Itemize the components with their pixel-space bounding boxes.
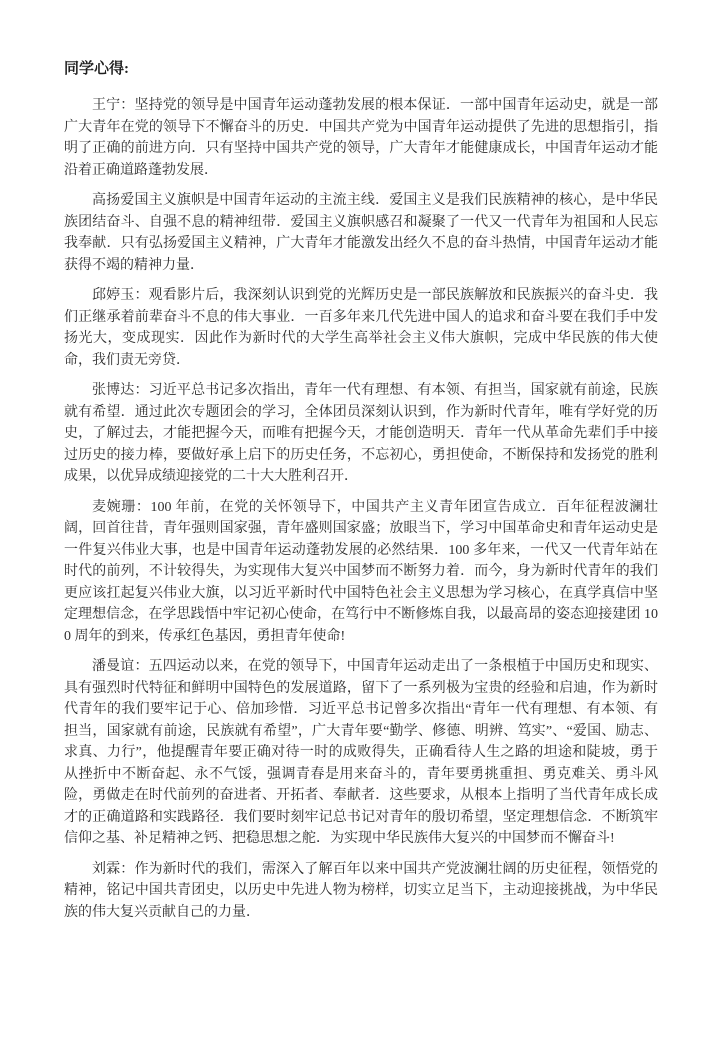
paragraph-liulin: 刘霖：作为新时代的我们，需深入了解百年以来中国共产党波澜壮阔的历史征程，领悟党的精神，铭记中国共青团史，以历史中先进人物为榜样，切实立足当下，主动迎接挑战，为中华民族的伟大复兴贡献自己的力量． bbox=[64, 861, 658, 920]
document-title: 同学心得: bbox=[64, 61, 129, 77]
paragraph-qiutingyu: 邱婷玉：观看影片后，我深刻认识到党的光辉历史是一部民族解放和民族振兴的奋斗史．我们正继承着前辈奋斗不息的伟大事业．一百多年来几代先进中国人的追求和奋斗要在我们手中发扬光大，变成现实．因此作为新时代的大学生高举社会主义伟大旗帜，完成中华民族的伟大使命，我们责无旁贷． bbox=[64, 288, 658, 368]
paragraph-zhangboda: 张博达：习近平总书记多次指出，青年一代有理想、有本领、有担当，国家就有前途，民族就有希望．通过此次专题团会的学习，全体团员深刻认识到，作为新时代青年，唯有学好党的历史，了解过去，才能把握今天，而唯有把握今天，才能创造明天．青年一代从革命先辈们手中接过历史的接力棒，要做好承上启下的历史任务，不忘初心，勇担使命，不断保持和发扬党的胜利成果，以优异成绩迎接党的二十大大胜利召开． bbox=[64, 383, 658, 484]
paragraph-maiwanshan: 麦婉珊：100 年前，在党的关怀领导下，中国共产主义青年团宣告成立．百年征程波澜壮阔，回首往昔，青年强则国家强，青年盛则国家盛；放眼当下，学习中国革命史和青年运动史是一件复兴伟业大事，也是中国青年运动蓬勃发展的必然结果．100 多年来，一代又一代青年站在时代的前列，不计较得失，为实现伟大复兴中国梦而不断努力着．而今，身为新时代青年的我们更应该扛起复兴伟业大旗，以习近平新时代中国特色社会主义思想为学习核心，在真学真信中坚定理想信念，在学思践悟中牢记初心使命，在笃行中不断修炼自我，以最高昂的姿态迎接建团 100 周年的到来，传承红色基因，勇担青年使命! bbox=[64, 499, 658, 644]
paragraph-patriotism: 高扬爱国主义旗帜是中国青年运动的主流主线．爱国主义是我们民族精神的核心，是中华民族团结奋斗、自强不息的精神纽带．爱国主义旗帜感召和凝聚了一代又一代青年为祖国和人民忘我奉献．只有弘扬爱国主义精神，广大青年才能激发出经久不息的奋斗热情，中国青年运动才能获得不竭的精神力量． bbox=[64, 193, 658, 273]
paragraph-wangning: 王宁：坚持党的领导是中国青年运动蓬勃发展的根本保证．一部中国青年运动史，就是一部广大青年在党的领导下不懈奋斗的历史．中国共产党为中国青年运动提供了先进的思想指引，指明了正确的前进方向．只有坚持中国共产党的领导，广大青年才能健康成长，中国青年运动才能沿着正确道路蓬勃发展． bbox=[64, 98, 658, 178]
paragraph-panmanyi: 潘曼谊：五四运动以来，在党的领导下，中国青年运动走出了一条根植于中国历史和现实、具有强烈时代特征和鲜明中国特色的发展道路，留下了一系列极为宝贵的经验和启迪，作为新时代青年的我们要牢记于心、倍加珍惜．习近平总书记曾多次指出“青年一代有理想、有本领、有担当，国家就有前途，民族就有希望”，广大青年要“勤学、修德、明辨、笃实”、“爱国、励志、求真、力行”，他提醒青年要正确对待一时的成败得失，正确看待人生之路的坦途和陡坡，勇于从挫折中不断奋起、永不气馁，强调青春是用来奋斗的，青年要勇挑重担、勇克难关、勇斗风险，勇做走在时代前列的奋进者、开拓者、奉献者．这些要求，从根本上指明了当代青年成长成才的正确道路和实践路径．我们要时刻牢记总书记对青年的殷切希望，坚定理想信念．不断筑牢信仰之基、补足精神之钙、把稳思想之舵．为实现中华民族伟大复兴的中国梦而不懈奋斗! bbox=[64, 659, 658, 846]
